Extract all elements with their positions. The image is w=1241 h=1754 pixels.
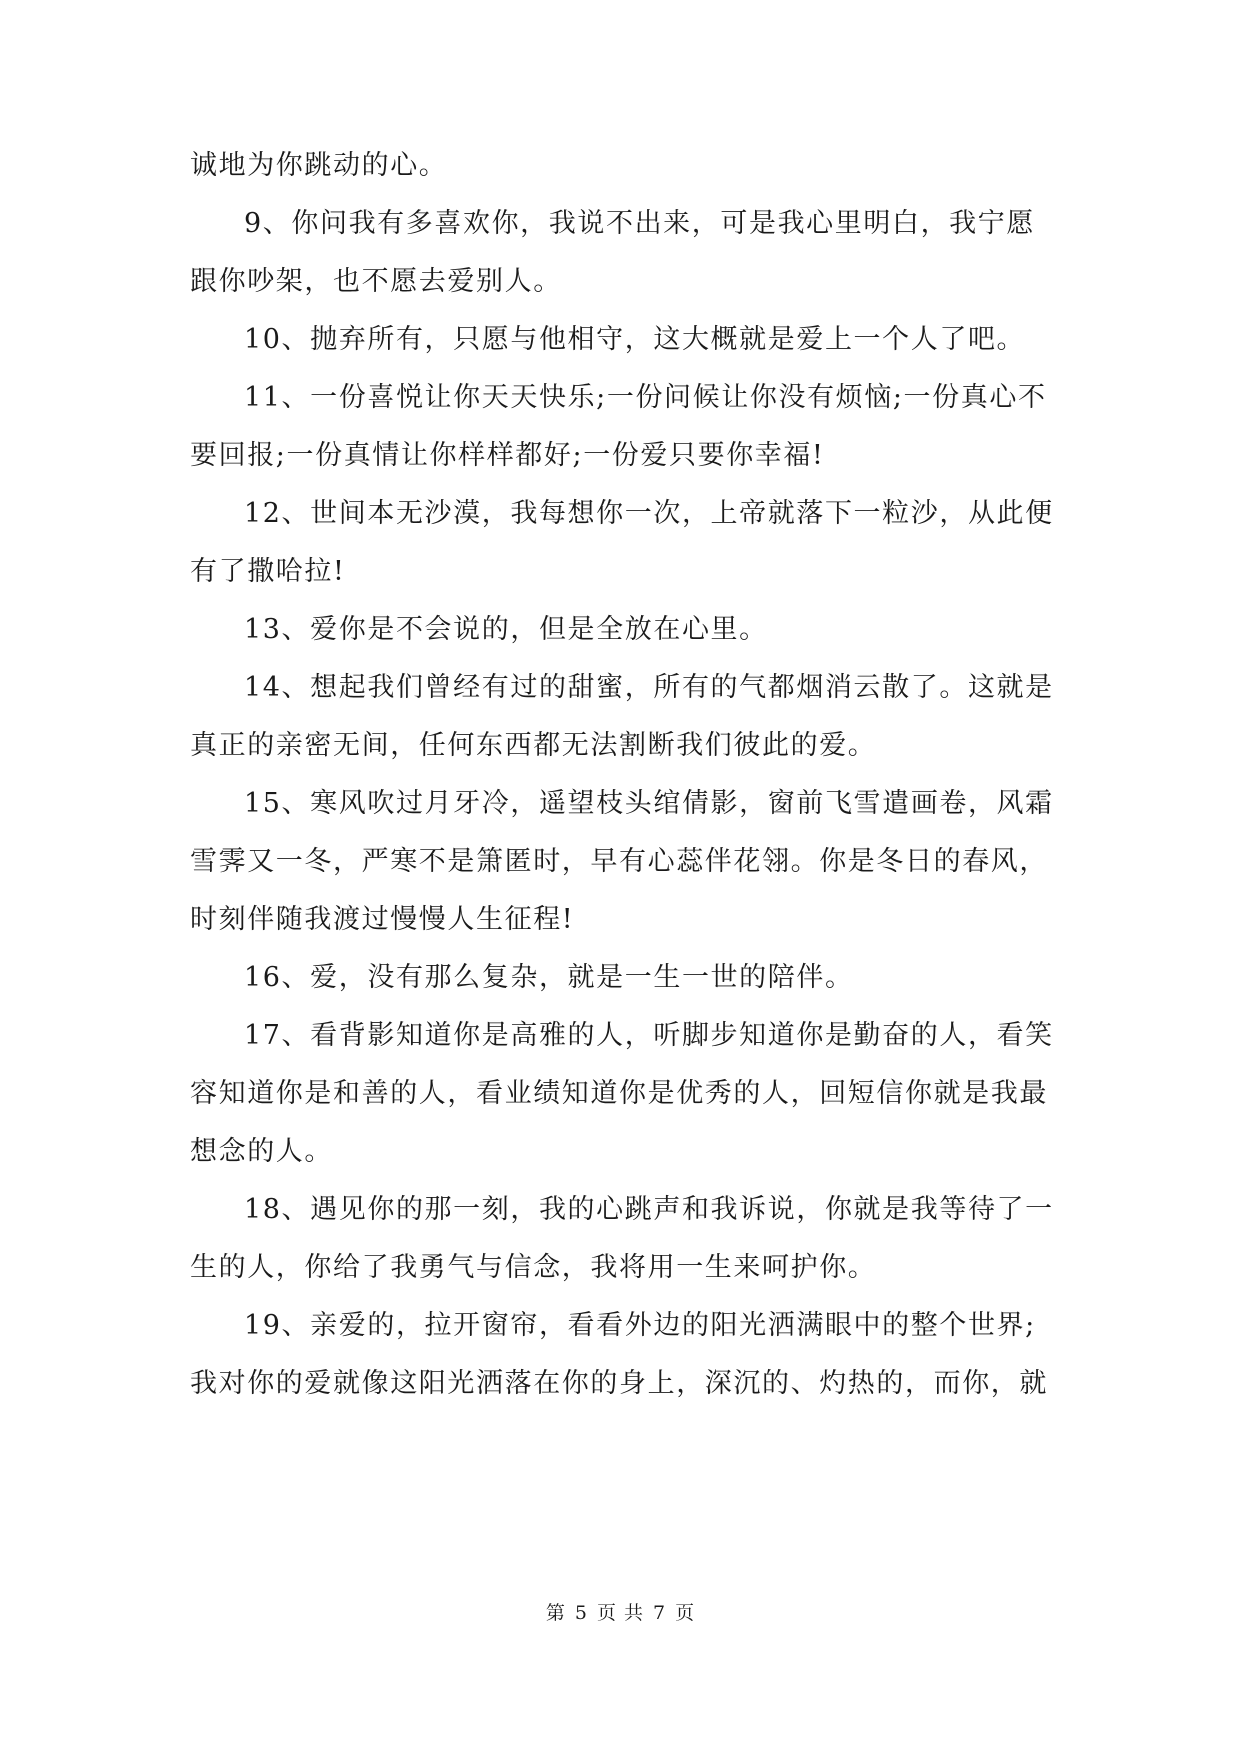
text-line: 诚地为你跳动的心。 — [190, 150, 448, 181]
current-page-number: 5 — [574, 1602, 588, 1624]
text-line: 生的人，你给了我勇气与信念，我将用一生来呵护你。 — [190, 1252, 877, 1283]
text-line: 时刻伴随我渡过慢慢人生征程! — [190, 904, 575, 935]
text-line: 要回报;一份真情让你样样都好;一份爱只要你幸福! — [190, 440, 825, 471]
text-line: 9、你问我有多喜欢你，我说不出来，可是我心里明白，我宁愿 — [244, 208, 1035, 239]
text-line: 想念的人。 — [190, 1136, 333, 1167]
text-line: 14、想起我们曾经有过的甜蜜，所有的气都烟消云散了。这就是 — [244, 672, 1054, 703]
text-line: 15、寒风吹过月牙冷，遥望枝头绾倩影，窗前飞雪遣画卷，风霜 — [244, 788, 1054, 819]
footer-suffix: 页 — [675, 1602, 696, 1624]
text-line: 13、爱你是不会说的，但是全放在心里。 — [244, 614, 768, 645]
text-line: 真正的亲密无间，任何东西都无法割断我们彼此的爱。 — [190, 730, 877, 761]
text-line: 16、爱，没有那么复杂，就是一生一世的陪伴。 — [244, 962, 854, 993]
text-line: 我对你的爱就像这阳光洒落在你的身上，深沉的、灼热的，而你，就 — [190, 1368, 1048, 1399]
text-line: 10、抛弃所有，只愿与他相守，这大概就是爱上一个人了吧。 — [244, 324, 1026, 355]
text-line: 11、一份喜悦让你天天快乐;一份问候让你没有烦恼;一份真心不 — [244, 382, 1047, 413]
text-line: 19、亲爱的，拉开窗帘，看看外边的阳光洒满眼中的整个世界; — [244, 1310, 1036, 1341]
text-line: 跟你吵架，也不愿去爱别人。 — [190, 266, 562, 297]
page-footer — [0, 1598, 1241, 1625]
text-line: 有了撒哈拉! — [190, 556, 346, 587]
footer-prefix: 第 — [545, 1602, 566, 1624]
text-line: 容知道你是和善的人，看业绩知道你是优秀的人，回短信你就是我最 — [190, 1078, 1048, 1109]
text-line: 17、看背影知道你是高雅的人，听脚步知道你是勤奋的人，看笑 — [244, 1020, 1054, 1051]
text-line: 18、遇见你的那一刻，我的心跳声和我诉说，你就是我等待了一 — [244, 1194, 1054, 1225]
total-page-number: 7 — [653, 1602, 667, 1624]
text-line: 雪霁又一冬，严寒不是箫匿时，早有心蕊伴花翎。你是冬日的春风， — [190, 846, 1048, 877]
text-line: 12、世间本无沙漠，我每想你一次，上帝就落下一粒沙，从此便 — [244, 498, 1054, 529]
footer-middle: 页 共 — [596, 1602, 645, 1624]
